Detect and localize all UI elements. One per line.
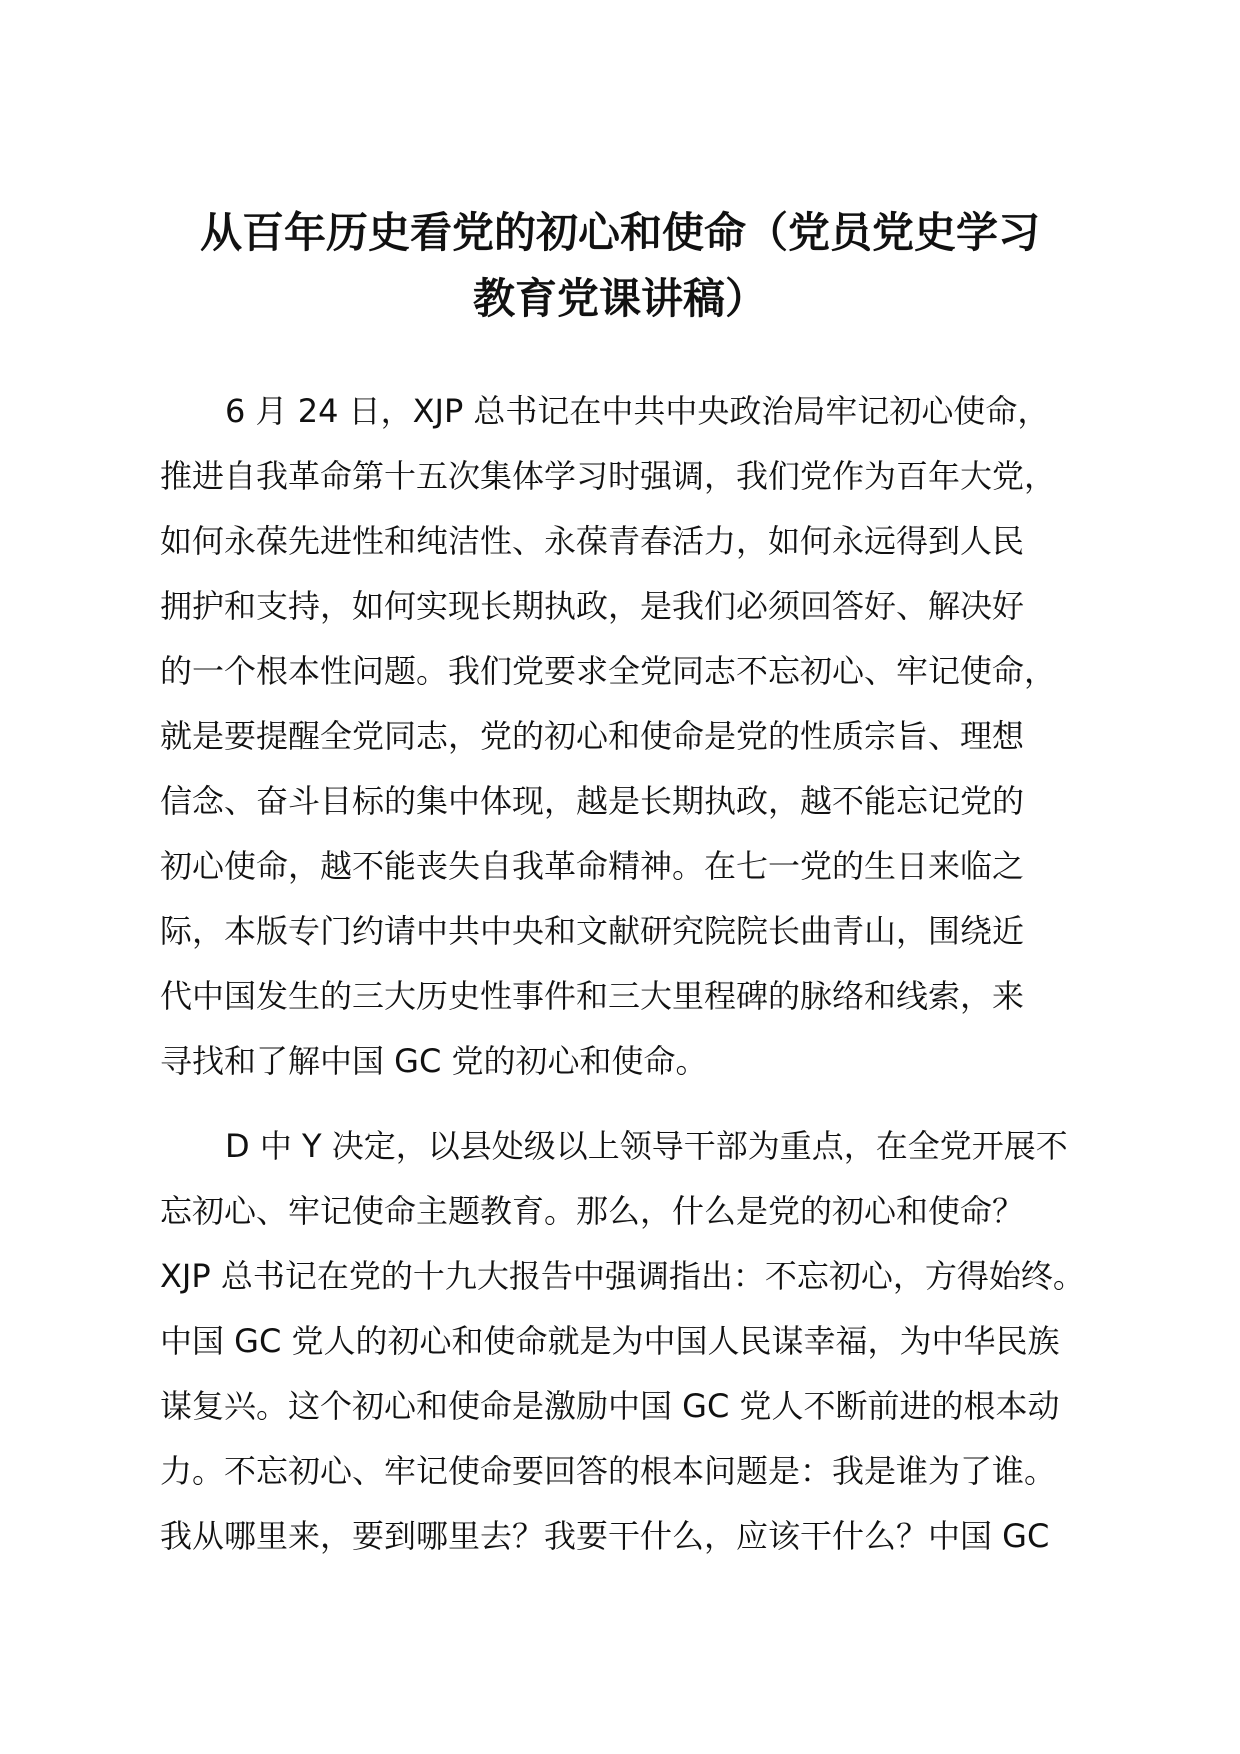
paragraph-line: 拥护和支持，如何实现长期执政，是我们必须回答好、解决好 [160,587,1025,625]
paragraph-line: 谋复兴。这个初心和使命是激励中国 GC 党人不断前进的根本动 [160,1387,1060,1425]
document-title-line-2: 教育党课讲稿） [472,274,767,323]
paragraph-line: 如何永葆先进性和纯洁性、永葆青春活力，如何永远得到人民 [160,522,1025,560]
paragraph-line: 忘初心、牢记使命主题教育。那么，什么是党的初心和使命？ [160,1192,1025,1230]
paragraph-line: 6 月 24 日，XJP 总书记在中共中央政治局牢记初心使命， [225,392,1050,430]
paragraph-line: 推进自我革命第十五次集体学习时强调，我们党作为百年大党， [160,457,1057,495]
paragraph-line: XJP 总书记在党的十九大报告中强调指出：不忘初心，方得始终。 [160,1257,1085,1295]
paragraph-line: 际，本版专门约请中共中央和文献研究院院长曲青山，围绕近 [160,912,1025,950]
paragraph-line: 代中国发生的三大历史性事件和三大里程碑的脉络和线索，来 [160,977,1025,1015]
paragraph-line: 就是要提醒全党同志，党的初心和使命是党的性质宗旨、理想 [160,717,1025,755]
paragraph-line: D 中 Y 决定，以县处级以上领导干部为重点，在全党开展不 [225,1127,1068,1165]
paragraph-line: 信念、奋斗目标的集中体现，越是长期执政，越不能忘记党的 [160,782,1025,820]
document-title-line-1: 从百年历史看党的初心和使命（党员党史学习 [199,208,1040,257]
paragraph-line: 中国 GC 党人的初心和使命就是为中国人民谋幸福，为中华民族 [160,1322,1060,1360]
paragraph-line: 的一个根本性问题。我们党要求全党同志不忘初心、牢记使命， [160,652,1057,690]
paragraph-line: 力。不忘初心、牢记使命要回答的根本问题是：我是谁为了谁。 [160,1452,1057,1490]
paragraph-line: 我从哪里来，要到哪里去？我要干什么，应该干什么？中国 GC [160,1517,1050,1555]
paragraph-line: 寻找和了解中国 GC 党的初心和使命。 [160,1042,708,1080]
paragraph-line: 初心使命，越不能丧失自我革命精神。在七一党的生日来临之 [160,847,1025,885]
